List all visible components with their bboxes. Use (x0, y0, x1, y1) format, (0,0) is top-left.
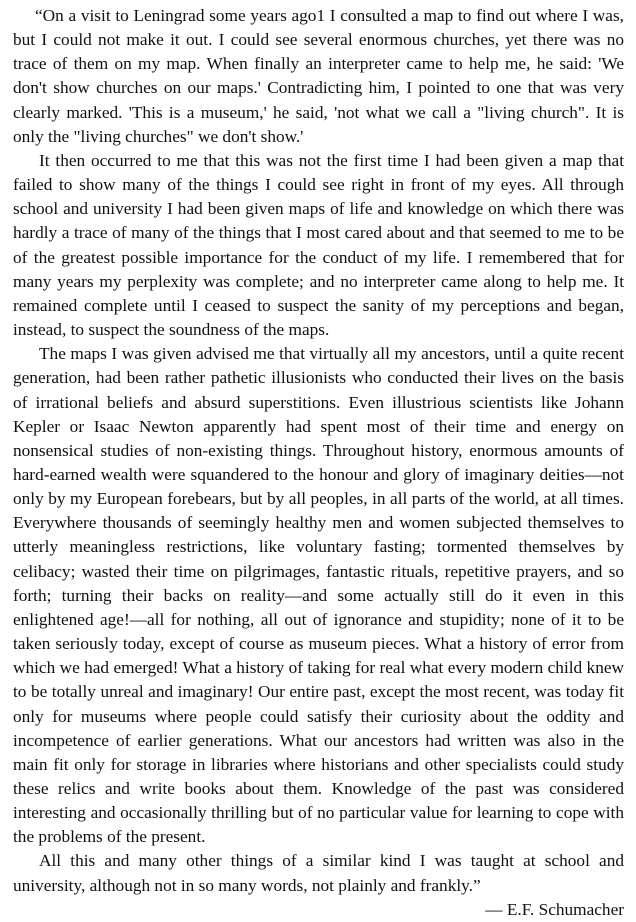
quote-paragraph-1: “On a visit to Leningrad some years ago1 I consulted a map to find out where I was, but I could not make it out. I could see several enormous churches, yet there was no trace of them on my map. When finally an interpreter came to help me, he said: 'We don't show churches on our maps.' Contradicting him, I pointed to one that was very clearly marked. 'This is a museum,' he said, 'not what we call a "living church". It is only the "living churches" we don't show.' (13, 6, 624, 146)
quote-document (13, 4, 624, 922)
quote-paragraph-4: All this and many other things of a similar kind I was taught at school and university, although not in so many words, not plainly and frankly.” (13, 851, 624, 895)
quote-paragraph-3: The maps I was given advised me that virtually all my ancestors, until a quite recent generation, had been rather pathetic illusionists who conducted their lives on the basis of irrational beliefs and absurd superstitions. Even illustrious scientists like Johann Kepler or Isaac Newton apparently had spent most of their time and energy on nonsensical studies of non-existing things. Throughout history, enormous amounts of hard-earned wealth were squandered to the honour and glory of imaginary deities—not only by my European forebears, but by all peoples, in all parts of the world, at all times. Everywhere thousands of seemingly healthy men and women subjected themselves to utterly meaningless restrictions, like voluntary fasting; tormented themselves by celibacy; wasted their time on pilgrimages, fantastic rituals, repetitive prayers, and so forth; turning their backs on reality—and some actually still do it even in this enlightened age!—all for nothing, all out of ignorance and stupidity; none of it to be taken seriously today, except of course as museum pieces. What a history of error from which we had emerged! What a history of taking for real what every modern child knew to be totally unreal and imaginary! Our entire past, except the most recent, was today fit only for museums where people could satisfy their curiosity about the oddity and incompetence of earlier generations. What our ancestors had written was also in the main fit only for storage in libraries where historians and other specialists could study these relics and write books about them. Knowledge of the past was considered interesting and occasionally thrilling but of no particular value for learning to cope with the problems of the present. (13, 344, 624, 847)
quote-paragraph-2: It then occurred to me that this was not the first time I had been given a map that failed to show many of the things I could see right in front of my eyes. All through school and university I had been given maps of life and knowledge on which there was hardly a trace of many of the things that I most cared about and that seemed to me to be of the greatest possible importance for the conduct of my life. I remembered that for many years my perplexity was complete; and no interpreter came along to help me. It remained complete until I ceased to suspect the sanity of my perceptions and began, instead, to suspect the soundness of the maps. (13, 150, 624, 340)
author-attribution: — E.F. Schumacher (485, 899, 624, 919)
